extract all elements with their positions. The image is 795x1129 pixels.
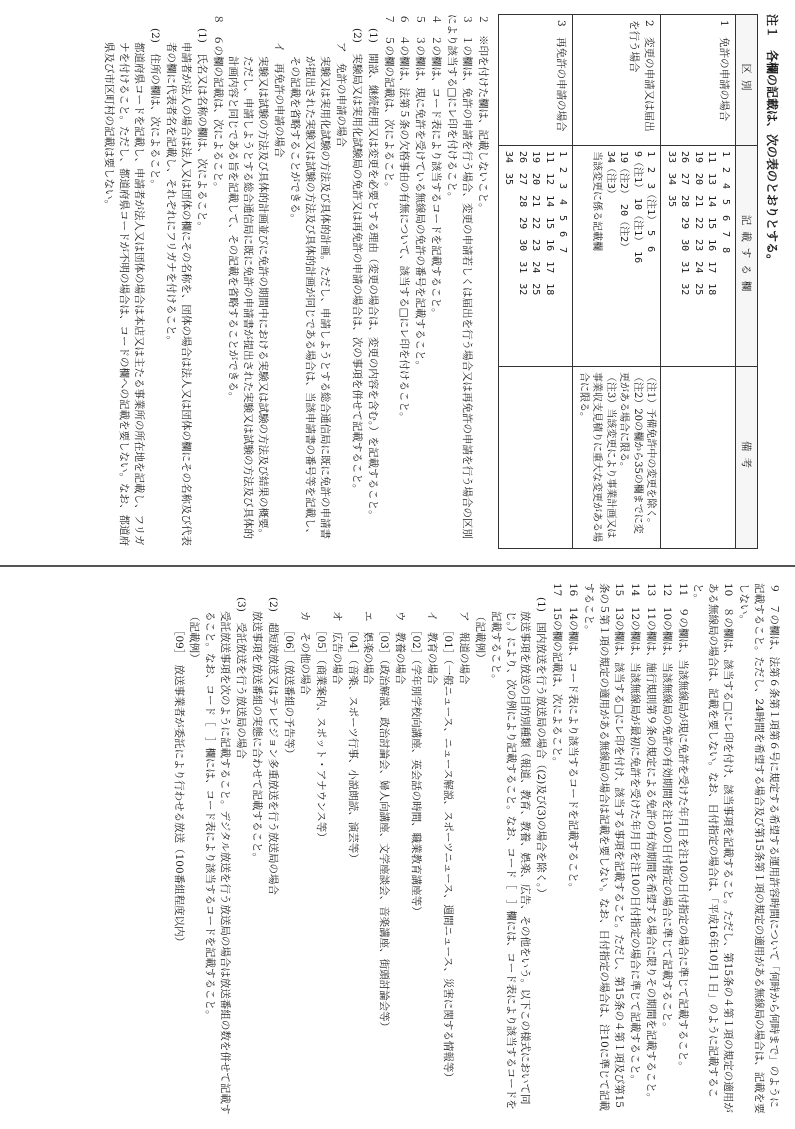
notes-heading: 注１ 各欄の記載は、次の表のとおりとする。 [765,14,779,267]
header-bikou: 備考 [736,367,758,549]
notes-table-header [736,15,758,549]
notes-table-row [573,15,661,549]
note-item: (2) 実験局又は実用化試験局の免許又は再免許の申請の場合は、次の事項を併せて記載すること。 [350,28,363,495]
note-item: 実験又は実用化試験の方法及び具体的計画。ただし、申請しようとする総合通信局に既に免許の申請書が提出された実験又は試験の方法及び具体的計画が同じである場合は、当該申請書の番号等を記載し、その記載を省略することができる。 [289,56,331,539]
note-item: オ 広告の場合 [330,611,343,685]
column-list-line: 11 13 14 15 16 17 18 [706,151,718,296]
lower-note-list [171,583,781,1115]
remark-line: （注2）20の欄から35の欄までに変更がある場合に限る。 [618,372,643,534]
column-list-line: 34 35 [503,151,515,186]
row-remarks [573,367,661,549]
note-item: ３ １の欄は、免許の申請を行う場合、変更の申請若しくは届出を行う場合又は再免許の申請を行う場合の区別により該当する□にレ印を付けること。 [446,14,474,539]
note-item: イ 再免許の申請の場合 [273,42,286,158]
note-item: 16 14の欄は、コード表により該当するコードを記載すること。 [567,583,580,894]
row-label: 3 再免許の申請の場合 [499,15,574,146]
column-list-line: 34（注3） [605,151,616,200]
note-item: ［05］（商業案内、スポット・アナウンス等） [314,625,327,843]
note-item: (2) 住所の欄は、次によること。 [148,28,161,190]
note-item: 申請者が法人の場合は法人又は団体の欄にその名称を、団体の場合は法人又は団体の欄にその名称及び代表者の欄に代表者名を記載し、それぞれにフリガナを付けること。 [164,42,192,546]
column-list-line: 19 20 21 22 23 24 25 [530,151,542,296]
column-list-line: 9（注1） 10（注1） 16 [632,151,643,264]
note-item: ２ ※印を付けた欄は、記載しないこと。 [477,14,489,214]
note-item: ［03］（政治解説、政治討論会、婦人向講座、文学座談会、音楽講座、街頭討論会等） [378,625,391,1033]
note-item: ８ ６の欄の記載は、次によること。 [211,14,224,193]
column-list-line: 19（注2） 20（注2） [618,151,630,253]
note-item: ［06］（放送番組の予告等） [282,625,295,760]
note-item: （記載例） [188,611,201,664]
row-columns [499,146,574,367]
note-item: カ その他の場合 [298,611,311,695]
note-item: （記載例） [473,611,486,664]
notes-table-row [661,15,736,549]
lower-section [0,569,795,1129]
note-item: 17 15の欄の記載は、次によること。 [551,583,564,768]
note-item: (1) 開設、継続使用又は変更を必要とする理由（変更の場合は、変更の内容を含む。）を記載すること。 [366,28,379,521]
header-kubun: 区別 [736,15,758,146]
column-list-line: 1 2 3 4 5 6 7 [557,151,569,254]
row-remarks [499,367,574,549]
note-item: 都道府県コードを記載し、申請者が法人又は団体の場合は本店又は主たる事業所の所在地を記載し、フリガナを付けること。ただし、都道府県コードが不明の場合は、コードの欄への記載を要しない。なお、都道府県及び市区町村の記載は要しない。 [103,42,146,546]
note-item: ［01］（一般ニュース、ニュース解説、スポーツニュース、週間ニュース、災害に関する情報等） [441,625,454,1083]
upper-note-list [101,14,490,549]
note-item: 15 13の欄は、該当する□にレ印を付け、該当する事項を記載すること。ただし、第15条の４第１項及び第15条の５第１項の規定の適用がある無線局の場合は記載を要しない。なお、日付指定の場合は、注10に準じて記載すること。 [583,583,625,1111]
note-item: (3) 受託放送を行う放送局の場合 [235,597,248,759]
notes-table [498,14,758,549]
column-list-line: 11 12 14 15 16 17 18 [544,151,555,296]
note-item: ウ 教養の場合 [394,611,407,685]
row-columns [661,146,736,367]
note-item: 受託放送事項を次のように記載すること。デジタル放送を行う放送局の場合は放送番組の数を併せて記載すること。なお、コード［ ］欄には、コード表により該当するコードを記載すること。 [204,611,232,1115]
note-item: ４ ２の欄は、コード表により該当するコードを記載すること。 [430,14,443,319]
column-list-line: 26 27 28 29 30 31 32 [517,151,528,296]
header-cols: 記載する欄 [736,146,758,367]
row-label: 1 免許の申請の場合 [661,15,736,146]
note-item: 実験又は試験の方法及び具体的計画並びに免許の期間中における実験又は試験の方法及び結果の概要。ただし、申請しようとする総合通信局に既に免許の申請書が提出された実験又は試験の方法及び具体的計画内容と同じである旨を記載して、その記載を省略することができる。 [227,56,270,539]
note-item: ５ ３の欄は、現に免許を受けている無線局の免許の番号を記載すること。 [414,14,427,371]
column-list-line: 26 27 28 29 30 31 32 [679,151,691,296]
note-item: 13 11の欄は、施行規則第９条の規定による免許の有効期間を希望する場合に限りその期間を記載すること。 [644,583,657,1104]
lower-section-content [0,569,795,1129]
note-item: 14 12の欄は、当該無線局が最初に免許を受けた年月日を注10の日付指定の場合に準じて記載すること。 [628,583,641,1086]
row-columns [573,146,661,367]
note-item: (1) 国内放送を行う放送局の場合（(2)及び(3)の場合を除く。） [535,597,548,899]
notes-table-row [499,15,574,549]
column-list-line: 19 20 21 22 23 24 25 [693,151,704,296]
note-item: ア 報道の場合 [457,611,470,685]
remark-line: （注1）予備免許中の変更を除く。 [645,372,657,529]
section-divider [0,565,795,567]
note-item: 11 ９の欄は、当該無線局が現に免許を受けた年月日を注10の日付指定の場合に準じて記載すること。 [676,583,689,1072]
upper-section [0,0,795,563]
note-item: ［02］（学年別学校向講座、英会話の時間、職業教育講座等） [410,625,423,917]
note-item: 放送事項を放送番組の実態に合わせて記載すること。 [251,611,264,863]
note-item: 放送事項を放送の目的別種類（報道、教育、教養、娯楽、広告、その他をいう。以下この様式において同じ。）により、次の例により記載すること。なお、コード［ ］欄には、コード表により該当するコードを記載すること。 [489,611,532,1110]
column-list-line: 1 2 4 5 6 7 8 [720,151,731,254]
note-item: (2) 超短波放送又はテレビジョン多重放送を行う放送局の場合 [267,597,279,895]
note-item: ［04］（音楽、スポーツ行事、小説朗読、演芸等） [346,625,359,864]
note-item: (1) 氏名又は名称の欄は、次によること。 [195,28,208,232]
column-list-line: 当該変更に係る記載欄 [591,151,603,251]
row-remarks [661,367,736,549]
remark-line: （注3）当該変更により事業計画又は事業収支見積りに重大な変更がある場合に限る。 [578,372,616,542]
note-item: ［09］ 放送事業者が委託により行わせる放送（100番組程度以内） [172,625,185,948]
note-item: ６ ４の欄は、法第５条の欠格事由の有無について、該当する□にレ印を付けること。 [398,14,411,423]
row-label: 2 変更の申請又は届出を行う場合 [573,15,661,146]
note-item: ９ ７の欄は、法第６条第１項第６号に規定する希望する運用許容時間について「何時から何時まで」のように記載すること。ただし、24時間を希望する場合及び第15条第１項の規定の適用がある無線局の場合は、記載を要しない。 [738,583,780,1114]
upper-section-content [0,0,795,563]
column-list-line: 1 2 3（注1） 5 6 [645,151,657,253]
note-item: 10 ８の欄は、該当する□にレ印を付け、該当事項を記載すること。ただし、第15条の４第１項の規定の適用がある無線局の場合は、記載を要しない。なお、日付指定の場合は、「平成16年10月１日」のように記載すること。 [692,583,735,1113]
note-item: 12 10の欄は、当該無線局の免許の有効期間を注10の日付指定の場合に準じて記載すること。 [660,583,673,1033]
note-item: ア 免許の申請の場合 [334,42,347,147]
note-item: エ 娯楽の場合 [362,611,375,685]
note-item: ７ ５の欄の記載は、次によること。 [382,14,395,193]
column-list-line: 33 34 35 [666,151,677,208]
note-item: イ 教育の場合 [426,611,439,685]
